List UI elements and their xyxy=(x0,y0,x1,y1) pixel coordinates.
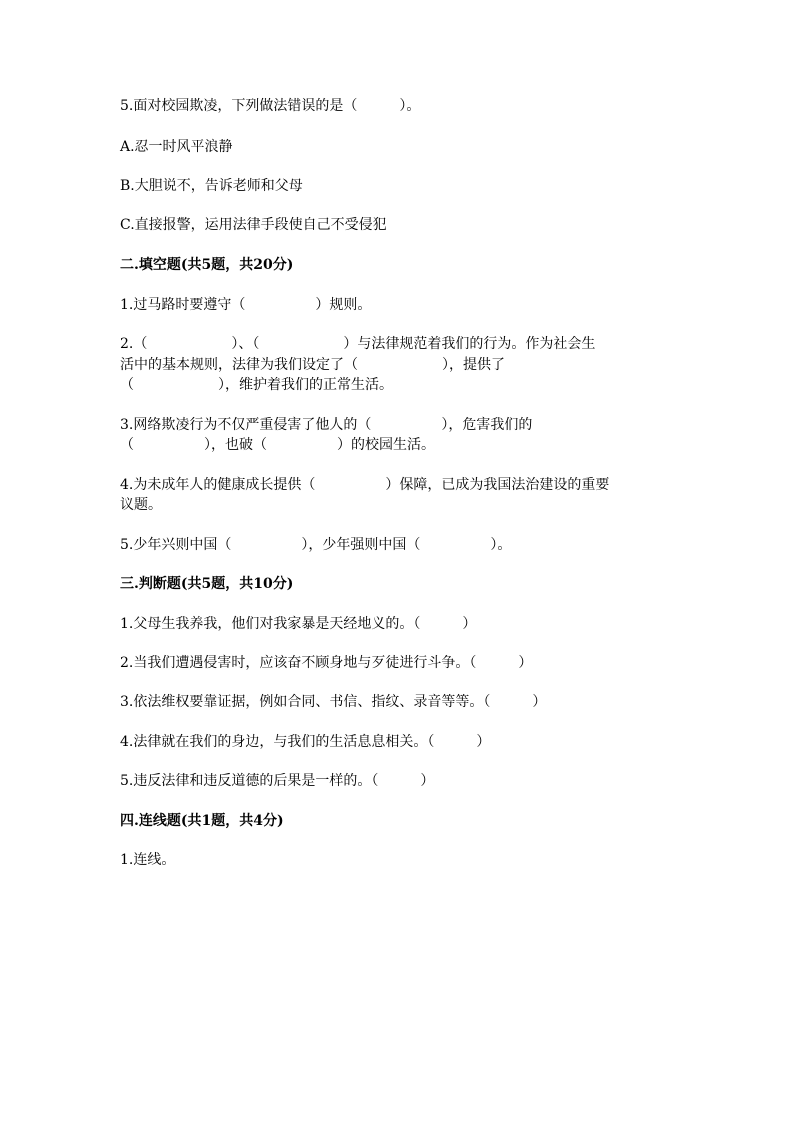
judge-item-2: 2.当我们遭遇侵害时，应该奋不顾身地与歹徒进行斗争。（ ） xyxy=(120,655,533,671)
section-matching-title: 四.连线题(共1题，共4分) xyxy=(120,813,284,829)
fill-question-2-line-2: 活中的基本规则，法律为我们设定了（ ），提供了 xyxy=(120,357,505,373)
option-b: B.大胆说不，告诉老师和父母 xyxy=(120,178,303,194)
option-c: C.直接报警，运用法律手段使自己不受侵犯 xyxy=(120,217,387,233)
fill-question-2-line-1: 2.（ ）、（ ）与法律规范着我们的行为。作为社会生 xyxy=(120,336,596,352)
judge-item-3: 3.依法维权要靠证据，例如合同、书信、指纹、录音等等。（ ） xyxy=(120,694,547,710)
option-a: A.忍一时风平浪静 xyxy=(120,139,233,155)
fill-question-4-line-2: 议题。 xyxy=(120,497,162,513)
section-fill-blank-title: 二.填空题(共5题，共20分) xyxy=(120,257,294,273)
fill-question-4-line-1: 4.为未成年人的健康成长提供（ ）保障，已成为我国法治建设的重要 xyxy=(120,477,610,493)
fill-question-5: 5.少年兴则中国（ ），少年强则中国（ ）。 xyxy=(120,537,512,553)
fill-question-3-line-2: （ ），也破（ ）的校园生活。 xyxy=(120,437,435,453)
fill-question-1: 1.过马路时要遵守（ ）规则。 xyxy=(120,297,372,313)
judge-item-4: 4.法律就在我们的身边，与我们的生活息息相关。（ ） xyxy=(120,734,491,750)
judge-item-1: 1.父母生我养我，他们对我家暴是天经地义的。（ ） xyxy=(120,616,477,632)
judge-item-5: 5.违反法律和违反道德的后果是一样的。（ ） xyxy=(120,773,435,789)
fill-question-3-line-1: 3.网络欺凌行为不仅严重侵害了他人的（ ），危害我们的 xyxy=(120,417,533,433)
question-5-stem: 5.面对校园欺凌，下列做法错误的是（ ）。 xyxy=(120,98,421,114)
fill-question-2-line-3: （ ），维护着我们的正常生活。 xyxy=(120,377,393,393)
matching-question-1: 1.连线。 xyxy=(120,852,176,868)
section-true-false-title: 三.判断题(共5题，共10分) xyxy=(120,576,294,592)
